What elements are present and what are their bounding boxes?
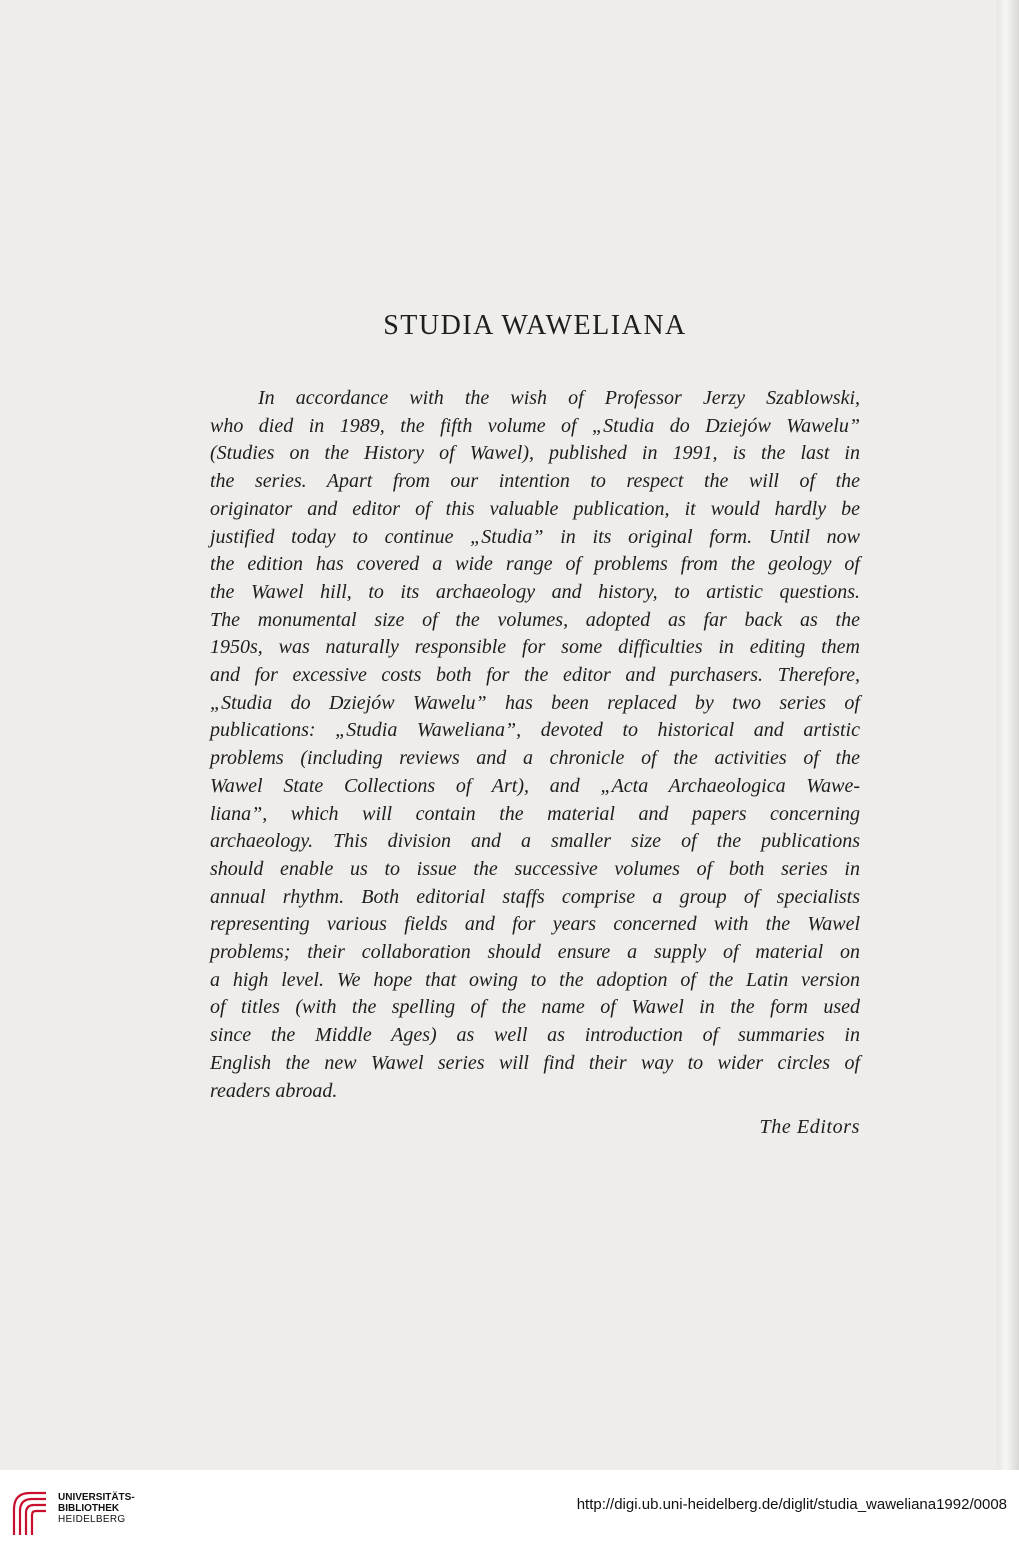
library-name-line: HEIDELBERG [58,1514,126,1525]
text-line: problems (including reviews and a chronicle of the activities of the [210,747,860,770]
library-name [58,1492,135,1525]
heidelberg-library-logo-icon [10,1487,50,1537]
text-line: In accordance with the wish of Professor Jerzy Szablowski, [258,387,860,409]
text-line: readers abroad. [210,1079,338,1102]
text-line: who died in 1989, the fifth volume of „Studia do Dziejów Wawelu” [210,414,860,437]
text-line: justified today to continue „Studia” in its original form. Until now [210,525,860,548]
text-line: originator and editor of this valuable publication, it would hardly be [210,497,860,520]
text-line: The monumental size of the volumes, adopted as far back as the [210,608,860,631]
text-line: „Studia do Dziejów Wawelu” has been replaced by two series of [210,691,860,714]
library-name-line: UNIVERSITÄTS- [58,1492,135,1503]
text-line: liana”, which will contain the material and papers concerning [210,802,860,825]
text-line: annual rhythm. Both editorial staffs comprise a group of specialists [210,885,860,908]
page-edge [997,0,1019,1470]
text-line: English the new Wawel series will find their way to wider circles of [210,1051,860,1074]
editors-signature: The Editors [759,1116,860,1138]
text-line: 1950s, was naturally responsible for some difficulties in editing them [210,636,860,659]
text-line: representing various fields and for years concerned with the Wawel [210,913,860,936]
text-line: the edition has covered a wide range of problems from the geology of [210,553,860,576]
text-line: since the Middle Ages) as well as introduction of summaries in [210,1024,860,1047]
source-url-link[interactable]: http://digi.ub.uni-heidelberg.de/diglit/studia_waweliana1992/0008 [576,1496,1007,1513]
editorial-paragraph [210,385,860,1105]
text-line: publications: „Studia Waweliana”, devoted to historical and artistic [210,719,860,742]
text-line: the series. Apart from our intention to respect the will of the [210,470,860,493]
text-line: a high level. We hope that owing to the adoption of the Latin version [210,968,860,991]
text-line: problems; their collaboration should ensure a supply of material on [210,941,860,964]
text-line: and for excessive costs both for the editor and purchasers. Therefore, [210,664,860,687]
footer-bar [0,1470,1019,1551]
library-name-line: BIBLIOTHEK [58,1503,120,1514]
text-line: archaeology. This division and a smaller size of the publications [210,830,860,853]
text-line: (Studies on the History of Wawel), published in 1991, is the last in [210,442,860,465]
text-line: should enable us to issue the successive volumes of both series in [210,857,860,880]
text-line: Wawel State Collections of Art), and „Acta Archaeologica Wawe- [210,774,860,797]
text-line: the Wawel hill, to its archaeology and history, to artistic questions. [210,580,860,603]
text-line: of titles (with the spelling of the name of Wawel in the form used [210,996,860,1019]
page-title: STUDIA WAWELIANA [383,310,687,341]
